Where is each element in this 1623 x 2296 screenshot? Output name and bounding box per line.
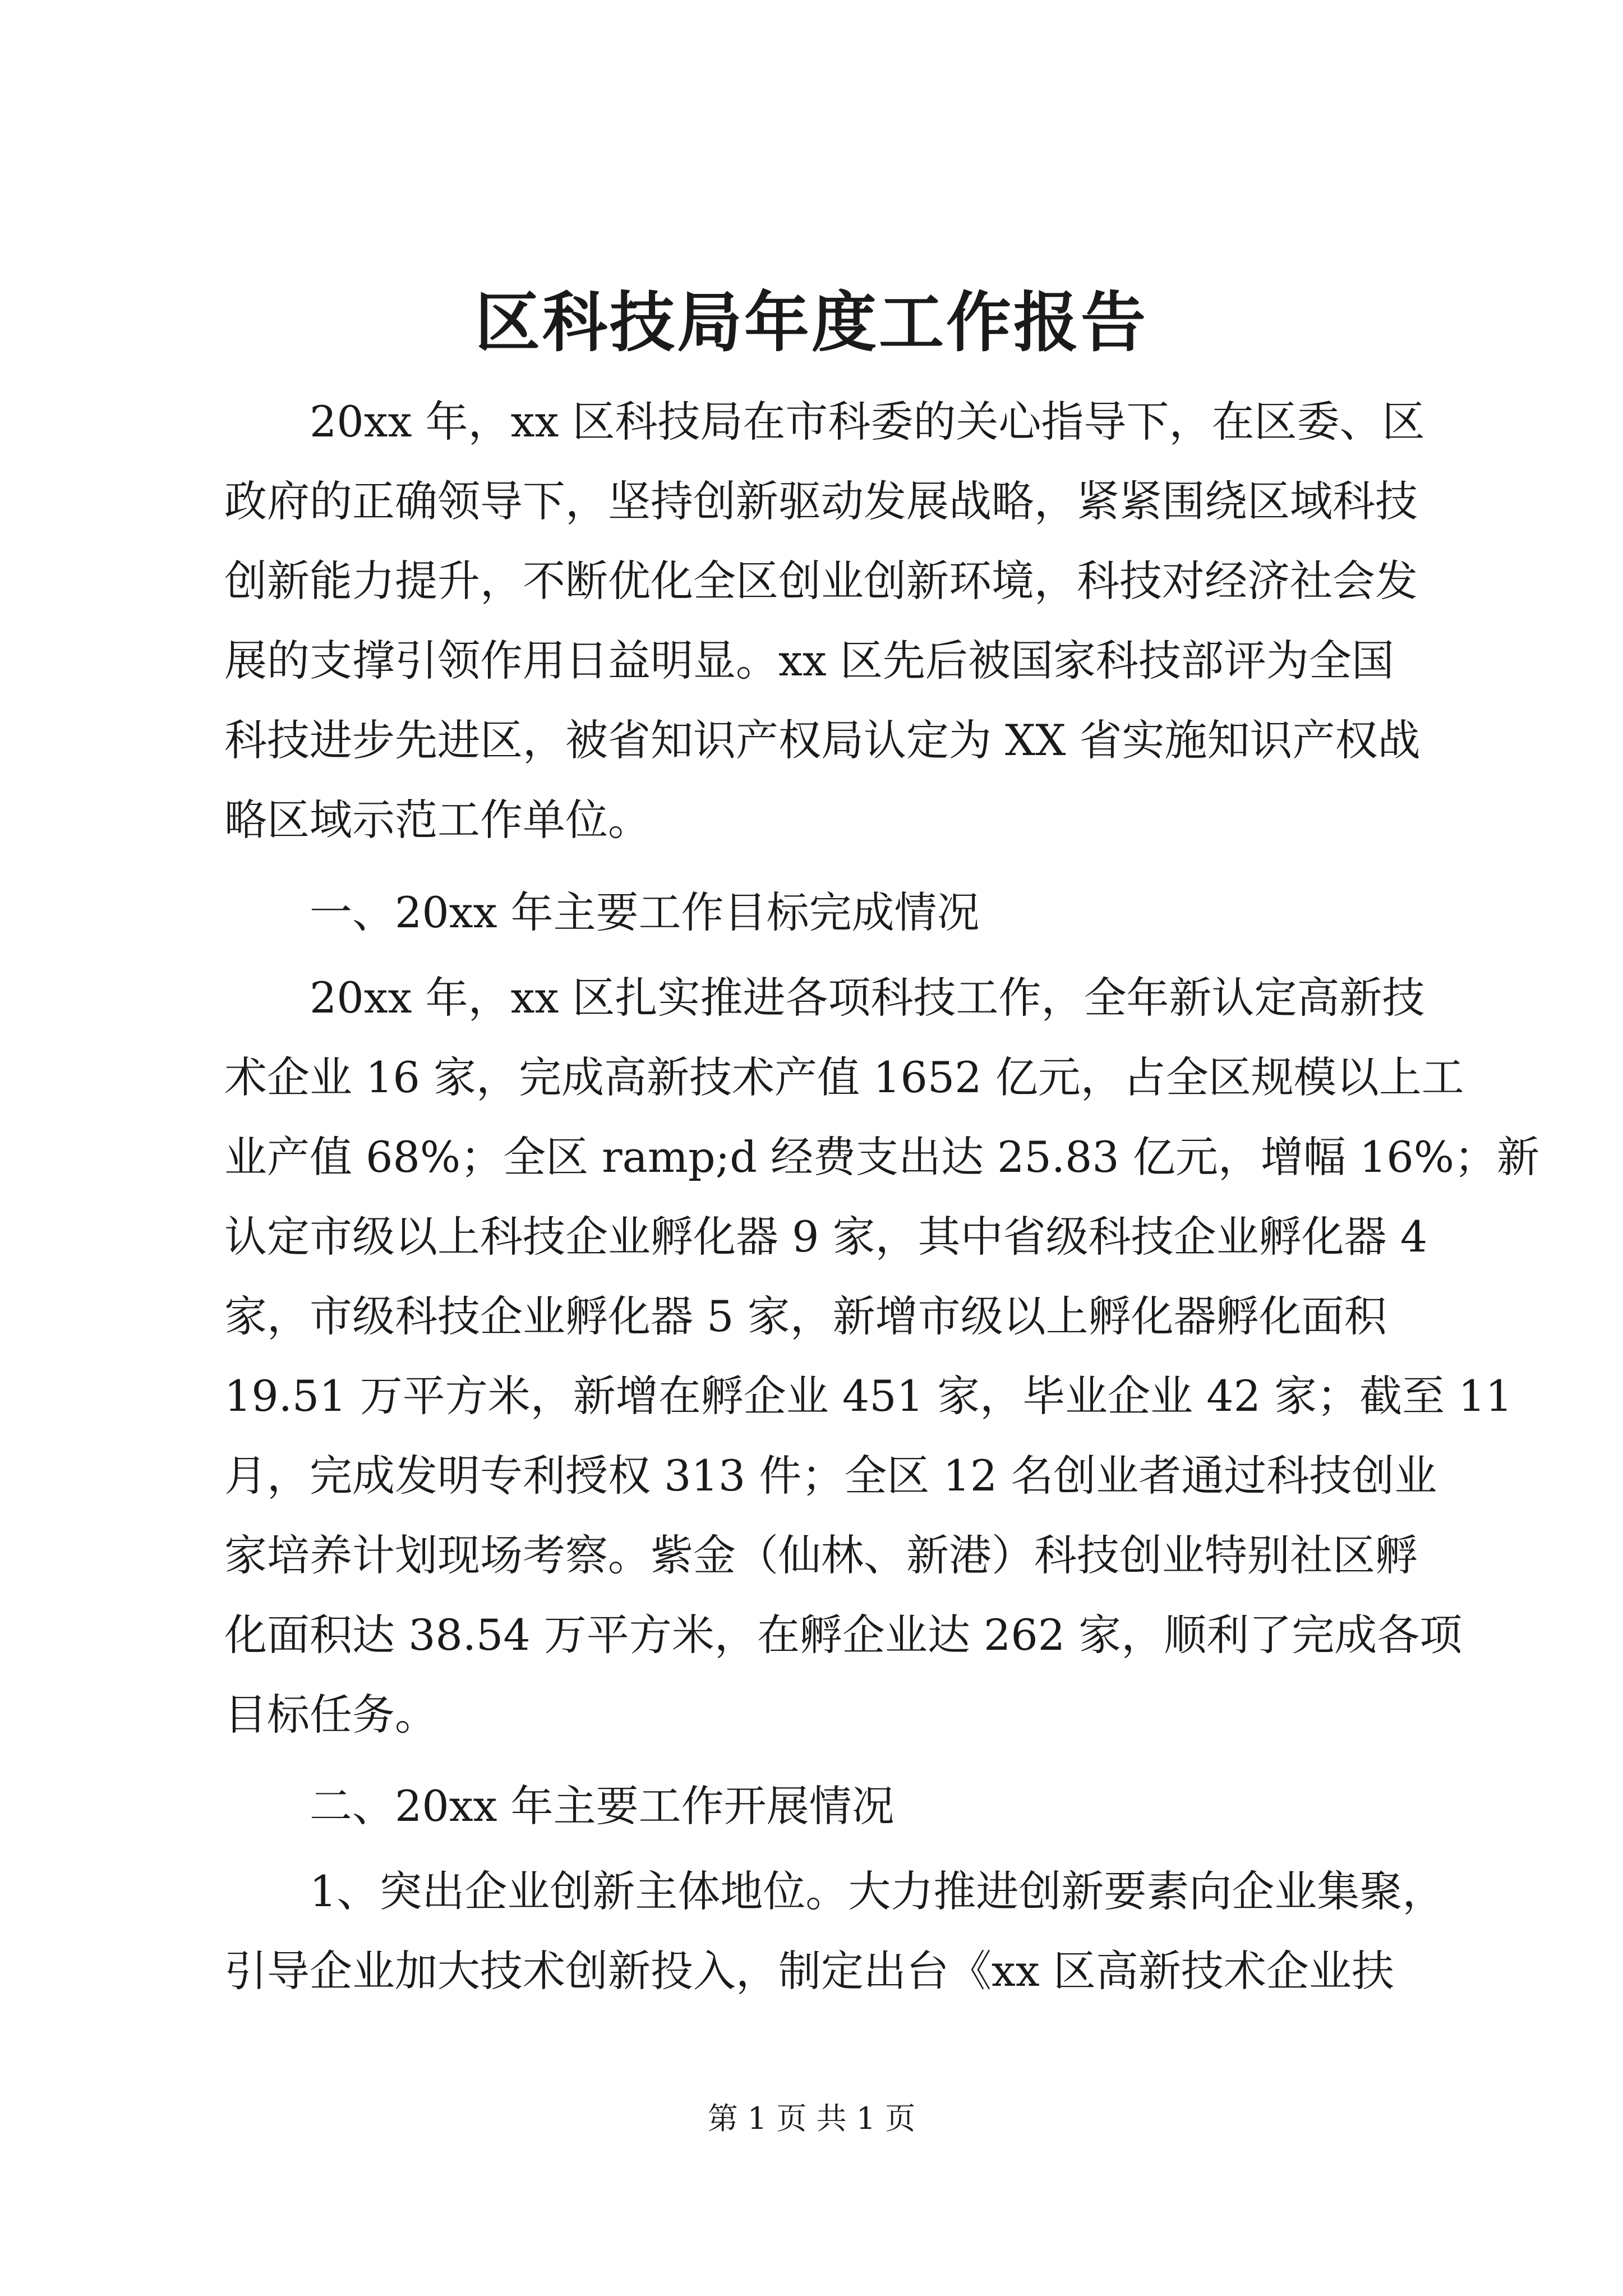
body-line: 术企业 16 家，完成高新技术产值 1652 亿元，占全区规模以上工 — [224, 1052, 1464, 1102]
body-line: 19.51 万平方米，新增在孵企业 451 家，毕业企业 42 家；截至 11 — [224, 1371, 1513, 1421]
section-heading: 二、20xx 年主要工作开展情况 — [224, 1781, 895, 1831]
body-line: 20xx 年，xx 区扎实推进各项科技工作，全年新认定高新技 — [224, 973, 1425, 1023]
body-line: 创新能力提升，不断优化全区创业创新环境，科技对经济社会发 — [224, 556, 1418, 606]
section-heading: 一、20xx 年主要工作目标完成情况 — [224, 887, 980, 937]
body-line: 引导企业加大技术创新投入，制定出台《xx 区高新技术企业扶 — [224, 1946, 1394, 1996]
body-line: 目标任务。 — [224, 1690, 437, 1740]
body-line: 月，完成发明专利授权 313 件；全区 12 名创业者通过科技创业 — [224, 1451, 1437, 1501]
body-line: 展的支撑引领作用日益明显。xx 区先后被国家科技部评为全国 — [224, 636, 1394, 685]
body-line: 政府的正确领导下，坚持创新驱动发展战略，紧紧围绕区域科技 — [224, 476, 1418, 526]
body-line: 科技进步先进区，被省知识产权局认定为 XX 省实施知识产权战 — [224, 715, 1421, 765]
body-line: 家培养计划现场考察。紫金（仙林、新港）科技创业特别社区孵 — [224, 1530, 1418, 1580]
document-title: 区科技局年度工作报告 — [475, 284, 1148, 361]
body-line: 家，市级科技企业孵化器 5 家，新增市级以上孵化器孵化面积 — [224, 1291, 1387, 1341]
body-line: 认定市级以上科技企业孵化器 9 家，其中省级科技企业孵化器 4 — [224, 1212, 1428, 1262]
body-line: 业产值 68%；全区 ramp;d 经费支出达 25.83 亿元，增幅 16%；新 — [224, 1132, 1539, 1182]
body-line: 1、突出企业创新主体地位。大力推进创新要素向企业集聚， — [224, 1866, 1445, 1916]
body-line: 20xx 年，xx 区科技局在市科委的关心指导下，在区委、区 — [224, 397, 1425, 447]
body-line: 略区域示范工作单位。 — [224, 795, 651, 845]
page-number-footer: 第 1 页 共 1 页 — [707, 2101, 916, 2136]
body-line: 化面积达 38.54 万平方米，在孵企业达 262 家，顺利了完成各项 — [224, 1610, 1463, 1660]
